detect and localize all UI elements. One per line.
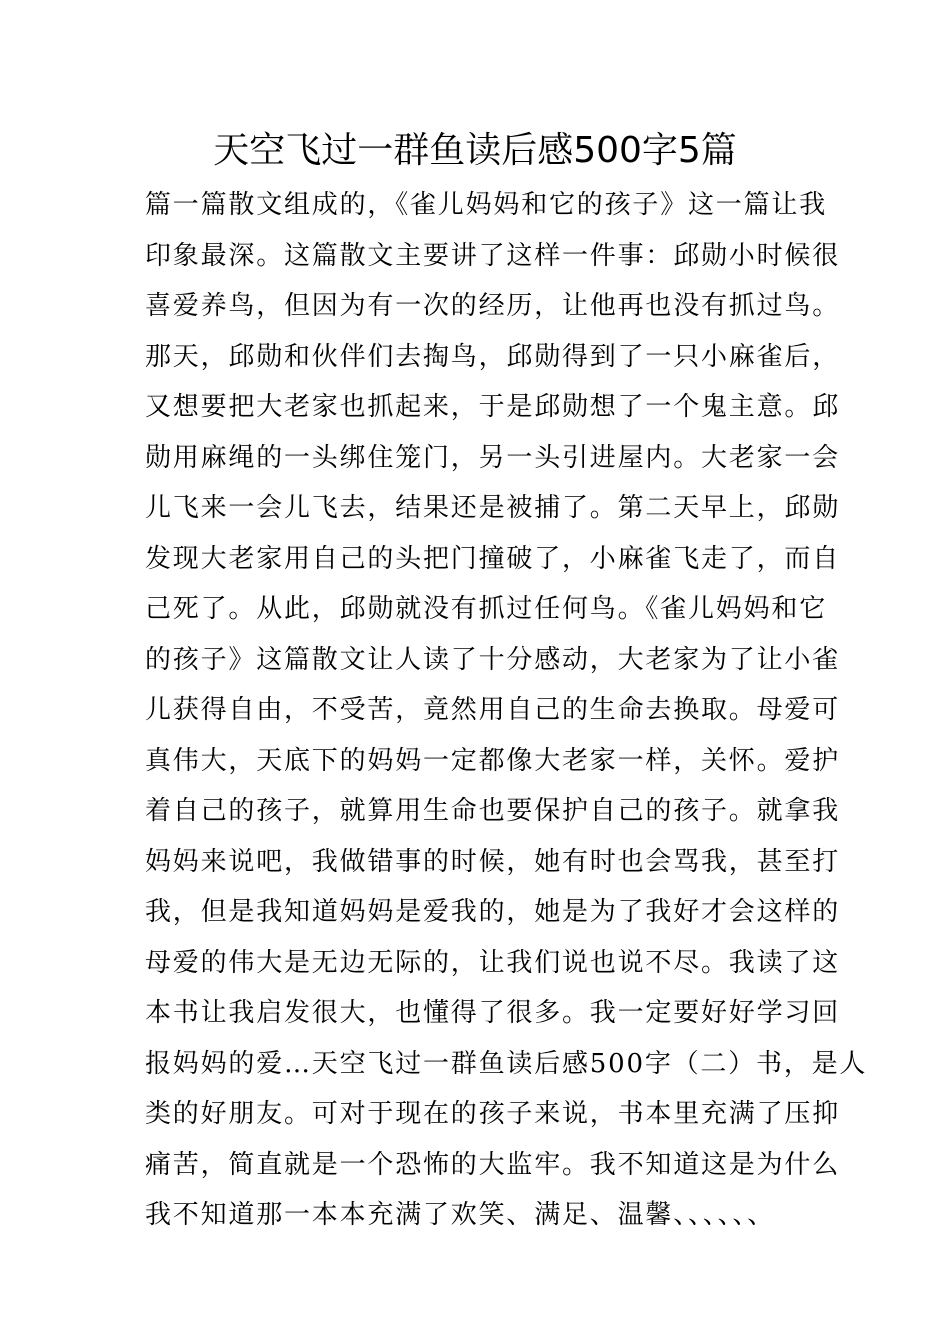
document-title: 天空飞过一群鱼读后感500字5篇 <box>213 130 737 171</box>
text-line: 那天，邱勋和伙伴们去掏鸟，邱勋得到了一只小麻雀后， <box>145 341 841 372</box>
text-line: 我不知道那一本本充满了欢笑、满足、温馨、、、、、、 <box>145 1200 776 1230</box>
body-text <box>145 180 868 1241</box>
text-line: 印象最深。这篇散文主要讲了这样一件事：邱勋小时候很 <box>145 240 841 271</box>
text-line: 又想要把大老家也抓起来，于是邱勋想了一个鬼主意。邱 <box>145 392 841 422</box>
text-line: 发现大老家用自己的头把门撞破了，小麻雀飞走了，而自 <box>145 543 841 574</box>
text-line: 本书让我启发很大，也懂得了很多。我一定要好好学习回 <box>145 998 841 1028</box>
text-line: 母爱的伟大是无边无际的，让我们说也说不尽。我读了这 <box>145 947 841 978</box>
text-line: 的孩子》这篇散文让人读了十分感动，大老家为了让小雀 <box>145 644 841 675</box>
text-line: 勋用麻绳的一头绑住笼门，另一头引进屋内。大老家一会 <box>145 442 841 473</box>
text-line: 真伟大，天底下的妈妈一定都像大老家一样，关怀。爱护 <box>145 745 841 776</box>
text-line: 喜爱养鸟，但因为有一次的经历，让他再也没有抓过鸟。 <box>145 291 841 321</box>
text-line: 报妈妈的爱…天空飞过一群鱼读后感500字（二）书，是人 <box>145 1048 868 1079</box>
text-line: 我，但是我知道妈妈是爱我的，她是为了我好才会这样的 <box>145 897 841 927</box>
text-line: 篇一篇散文组成的，《雀儿妈妈和它的孩子》这一篇让我 <box>145 190 828 220</box>
text-line: 类的好朋友。可对于现在的孩子来说，书本里充满了压抑 <box>145 1099 841 1129</box>
text-line: 儿获得自由，不受苦，竟然用自己的生命去换取。母爱可 <box>145 695 841 725</box>
text-line: 己死了。从此，邱勋就没有抓过任何鸟。《雀儿妈妈和它 <box>145 594 828 624</box>
text-line: 痛苦，简直就是一个恐怖的大监牢。我不知道这是为什么 <box>145 1149 841 1180</box>
text-line: 儿飞来一会儿飞去，结果还是被捕了。第二天早上，邱勋 <box>145 493 841 523</box>
text-line: 着自己的孩子，就算用生命也要保护自己的孩子。就拿我 <box>145 796 841 826</box>
text-line: 妈妈来说吧，我做错事的时候，她有时也会骂我，甚至打 <box>145 846 841 877</box>
